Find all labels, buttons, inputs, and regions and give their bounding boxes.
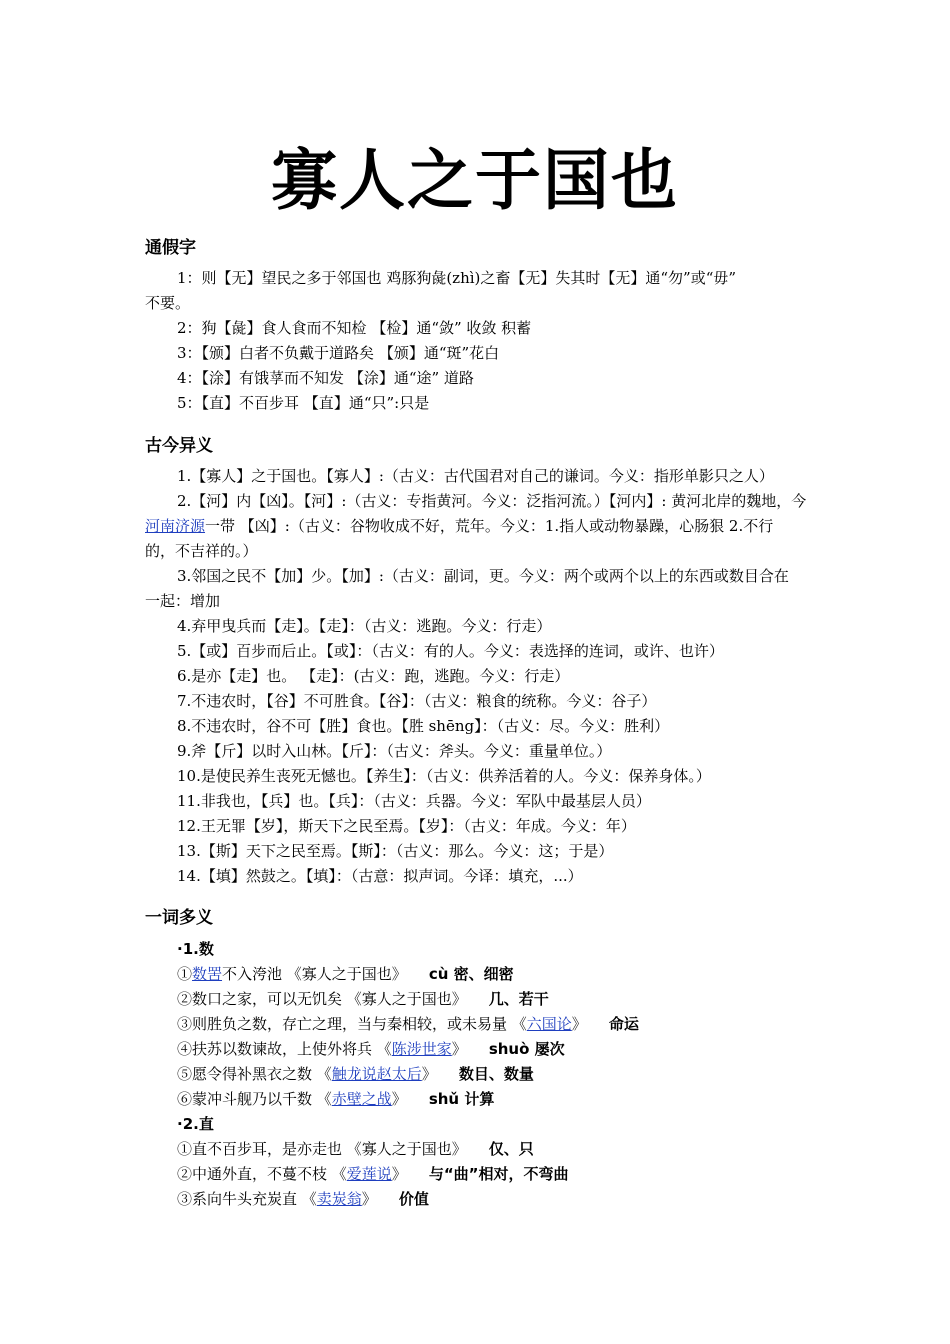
sense-answer: 仅、只 — [488, 1140, 534, 1158]
gujin-item-1: 1.【寡人】之于国也。【寡人】:（古义：古代国君对自己的谦词。今义：指形单影只之人） — [177, 467, 774, 485]
sense-text: ①直不百步耳，是亦走也 《寡人之于国也》 — [177, 1140, 467, 1158]
link-chibi[interactable]: 赤壁之战 — [331, 1090, 392, 1108]
sense-text: ③则胜负之数，存亡之理，当与秦相较，或未易量 《 — [177, 1015, 527, 1033]
link-henan-jiyuan[interactable]: 河南济源 — [145, 517, 206, 535]
zhi-sense-1 — [177, 1137, 534, 1162]
word-heading-zhi: ·2.直 — [177, 1115, 214, 1133]
sense-answer: cù 密、细密 — [428, 965, 514, 983]
sense-close: 》 — [391, 1165, 407, 1183]
gujin-item-13: 13.【斯】天下之民至焉。【斯】：（古义：那么。今义：这；于是） — [177, 842, 614, 860]
word-heading-shu: ·1.数 — [177, 940, 214, 958]
link-maitanweng[interactable]: 卖炭翁 — [316, 1190, 362, 1208]
gujin-item-2: 2.【河】内【凶】。【河】:（古义：专指黄河。今义：泛指河流。）【河内】: 黄河北岸的魏地，今 — [177, 492, 807, 510]
sense-answer: 价值 — [398, 1190, 429, 1208]
link-ailianshuo[interactable]: 爱莲说 — [346, 1165, 392, 1183]
sense-close: 》 — [391, 1090, 407, 1108]
gujin-item-11: 11.非我也，【兵】也。【兵】：（古义：兵器。今义：军队中最基层人员） — [177, 792, 651, 810]
gujin-item-3: 3.邻国之民不【加】少。【加】:（古义：副词，更。今义：两个或两个以上的东西或数目合在 — [177, 567, 789, 585]
section-heading-yiciduoyi: 一词多义 — [145, 908, 213, 928]
page-title: 寡人之于国也 — [271, 141, 679, 219]
link-chenshe-shijia[interactable]: 陈涉世家 — [391, 1040, 452, 1058]
gujin-item-12: 12.王无罪【岁】，斯天下之民至焉。【岁】：（古义：年成。今义：年） — [177, 817, 636, 835]
tongjia-item-4: 4：【涂】有饿莩而不知发 【涂】通“途” 道路 — [177, 369, 474, 387]
shu-sense-4 — [177, 1037, 565, 1062]
tongjia-item-3: 3：【颁】白者不负戴于道路矣 【颁】通“斑”花白 — [177, 344, 500, 362]
sense-text: ⑤愿令得补黑衣之数 《 — [177, 1065, 332, 1083]
zhi-sense-2 — [177, 1162, 569, 1187]
sense-text: ②数口之家，可以无饥矣 《寡人之于国也》 — [177, 990, 467, 1008]
sense-answer: 数目、数量 — [458, 1065, 534, 1083]
gujin-item-2-rest: 一带 【凶】:（古义：谷物收成不好，荒年。今义：1.指人或动物暴躁，心肠狠 2.不行 — [205, 517, 774, 535]
shu-sense-1 — [177, 962, 514, 987]
gujin-item-4: 4.弃甲曳兵而【走】。【走】：（古义：逃跑。今义：行走） — [177, 617, 552, 635]
section-heading-gujin: 古今异义 — [145, 436, 213, 456]
sense-close: 》 — [451, 1040, 467, 1058]
gujin-item-3-cont: 一起：增加 — [145, 592, 221, 610]
shu-sense-2 — [177, 987, 549, 1012]
tongjia-item-2: 2：狗【彘】食人食而不知检 【检】通“敛” 收敛 积蓄 — [177, 319, 532, 337]
sense-text: ②中通外直，不蔓不枝 《 — [177, 1165, 347, 1183]
sense-marker: ① — [177, 965, 193, 983]
tongjia-item-1: 1：则【无】望民之多于邻国也 鸡豚狗彘(zhì)之畜【无】失其时【无】通“勿”或“毋” — [177, 269, 737, 287]
link-chulong[interactable]: 触龙说赵太后 — [331, 1065, 422, 1083]
sense-close: 》 — [571, 1015, 587, 1033]
gujin-item-9: 9.斧【斤】以时入山林。【斤】：（古义：斧头。今义：重量单位。） — [177, 742, 612, 760]
sense-text: ⑥蒙冲斗舰乃以千数 《 — [177, 1090, 332, 1108]
shu-sense-3 — [177, 1012, 639, 1037]
sense-answer: 命运 — [608, 1015, 639, 1033]
gujin-item-2-cont — [145, 514, 810, 539]
sense-close: 》 — [421, 1065, 437, 1083]
sense-close: 》 — [361, 1190, 377, 1208]
tongjia-item-1-cont: 不要。 — [145, 294, 191, 312]
gujin-item-7: 7.不违农时，【谷】不可胜食。【谷】：（古义：粮食的统称。今义：谷子） — [177, 692, 657, 710]
sense-answer: 与“曲”相对，不弯曲 — [428, 1165, 569, 1183]
gujin-item-10: 10.是使民养生丧死无憾也。【养生】：（古义：供养活着的人。今义：保养身体。） — [177, 767, 711, 785]
shu-sense-6 — [177, 1087, 494, 1112]
gujin-item-6: 6.是亦【走】也。 【走】：(古义：跑，逃跑。今义：行走） — [177, 667, 570, 685]
shu-sense-5 — [177, 1062, 534, 1087]
sense-answer: shuò 屡次 — [488, 1040, 565, 1058]
gujin-item-2-cont2: 的，不吉祥的。） — [145, 542, 258, 560]
link-liuguolun[interactable]: 六国论 — [526, 1015, 572, 1033]
section-heading-tongjiazi: 通假字 — [145, 238, 196, 258]
tongjia-item-5: 5：【直】不百步耳 【直】通“只”:只是 — [177, 394, 430, 412]
sense-text: ④扶苏以数谏故，上使外将兵 《 — [177, 1040, 392, 1058]
zhi-sense-3 — [177, 1187, 429, 1212]
gujin-item-8: 8.不违农时，谷不可【胜】食也。【胜 shēng】：（古义：尽。今义：胜利） — [177, 717, 670, 735]
sense-answer: 几、若干 — [488, 990, 549, 1008]
gujin-item-14: 14.【填】然鼓之。【填】：（古意：拟声词。今译：填充，...） — [177, 867, 583, 885]
sense-text: 不入洿池 《寡人之于国也》 — [222, 965, 407, 983]
gujin-item-5: 5.【或】百步而后止。【或】：（古义：有的人。今义：表选择的连词，或许、也许） — [177, 642, 724, 660]
sense-answer: shǔ 计算 — [428, 1090, 495, 1108]
link-shugu[interactable]: 数罟 — [192, 965, 223, 983]
sense-text: ③系向牛头充炭直 《 — [177, 1190, 317, 1208]
